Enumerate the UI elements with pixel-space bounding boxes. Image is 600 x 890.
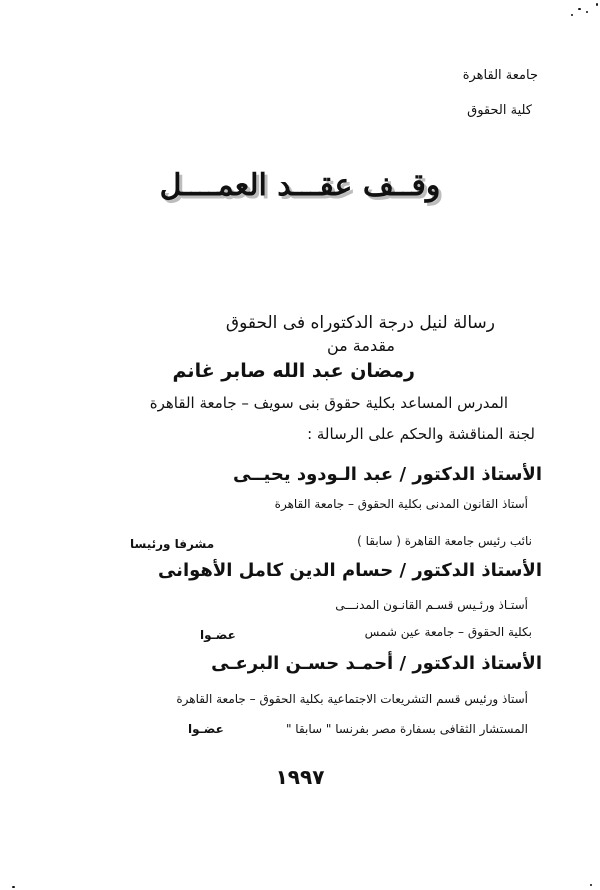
- thesis-description: رسالة لنيل درجة الدكتوراه فى الحقوق: [225, 313, 495, 333]
- presented-by: مقدمة من: [326, 336, 395, 355]
- committee-member-role: مشرفا ورئيسا: [130, 537, 215, 551]
- year: ١٩٩٧: [275, 765, 325, 789]
- committee-member-title: أستاذ ورئيس قسم التشريعات الاجتماعية بكلية الحقوق – جامعة القاهرة: [176, 692, 528, 706]
- thesis-title: وقــف عقـــد العمــــل: [159, 168, 441, 203]
- committee-heading: لجنة المناقشة والحكم على الرسالة :: [307, 425, 535, 443]
- scan-speck: [578, 8, 581, 10]
- committee-member-title: أستاذ القانون المدنى بكلية الحقوق – جامعة القاهرة: [274, 497, 528, 511]
- committee-member-affiliation: بكلية الحقوق – جامعة عين شمس: [364, 625, 532, 639]
- committee-member-former-position: المستشار الثقافى بسفارة مصر بفرنسا " سابقا ": [285, 722, 528, 736]
- committee-member-name: الأستاذ الدكتور / عبد الـودود يحيــى: [233, 464, 542, 485]
- scan-speck: [571, 14, 573, 16]
- author-position: المدرس المساعد بكلية حقوق بنى سويف – جامعة القاهرة: [149, 394, 508, 412]
- scan-speck: [12, 886, 15, 888]
- author-name: رمضان عبد الله صابر غانم: [172, 360, 415, 382]
- scan-speck: [586, 11, 588, 13]
- committee-member-role: عضـوا: [188, 722, 224, 736]
- committee-member-name: الأستاذ الدكتور / أحمـد حسـن البرعـى: [211, 653, 542, 674]
- committee-member-former-position: نائب رئيس جامعة القاهرة ( سابقا ): [357, 534, 532, 548]
- committee-member-title: أستـاذ ورئـيس قسـم القانـون المدنـــى: [335, 598, 528, 612]
- committee-member-role: عضـوا: [200, 628, 236, 642]
- faculty-name: كلية الحقوق: [467, 103, 532, 118]
- scan-speck: [590, 884, 592, 886]
- scan-speck: [596, 3, 598, 6]
- committee-member-name: الأستاذ الدكتور / حسام الدين كامل الأهوانى: [157, 560, 542, 581]
- university-name: جامعة القاهرة: [462, 68, 538, 83]
